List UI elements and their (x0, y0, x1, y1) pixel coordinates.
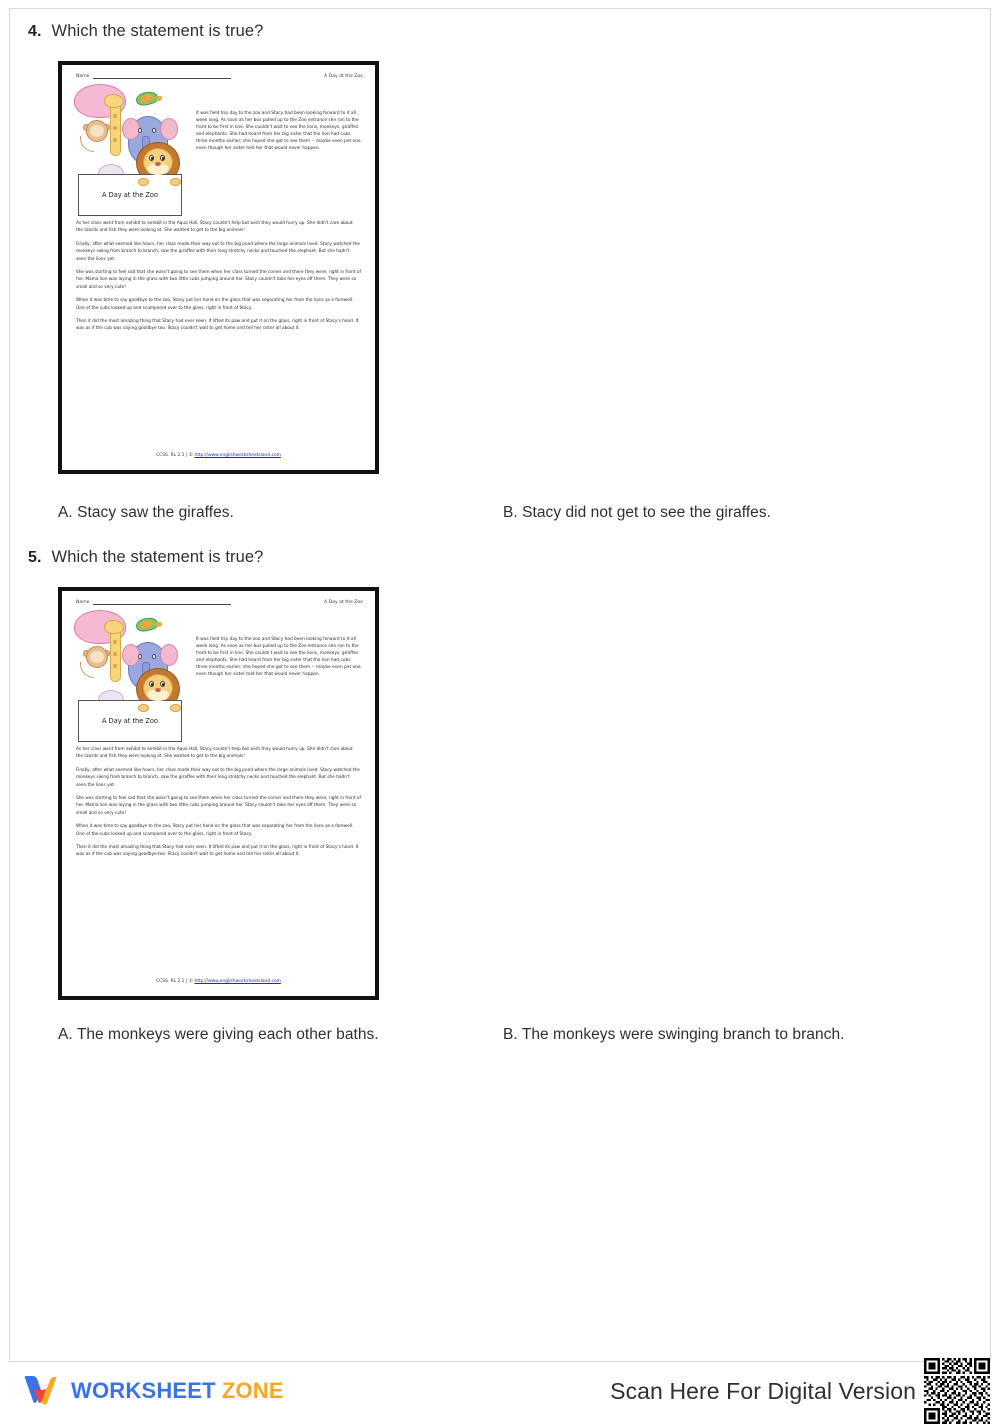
giraffe-head-icon (104, 620, 124, 634)
elephant-ear-icon (160, 118, 178, 140)
zoo-sign: A Day at the Zoo (78, 174, 182, 216)
worksheet-title: A Day at the Zoo (324, 74, 363, 79)
story-body (68, 742, 369, 865)
brand-logo[interactable] (22, 1374, 284, 1408)
lion-nose-icon (155, 688, 161, 692)
lion-paw-icon (170, 704, 181, 712)
scan-section (610, 1358, 990, 1424)
story-intro-paragraph: It was field trip day to the zoo and Stacy had been looking forward to it all week long. As soon as her bus pulled up to the Zoo entrance she ran to the front to be first in line. She couldn't wait to see the lions, monkeys, giraffes and elephants. She had heard from her big sister that the lion had cubs three months earlier; she hoped she got to see them -- maybe even pet one, even though her sister told her that would never happen. (196, 111, 362, 152)
monkey-face-icon (90, 125, 104, 137)
lion-paw-icon (138, 704, 149, 712)
answer-options-5 (58, 1026, 958, 1044)
story-paragraph: Finally, after what seemed like hours, her class made their way out to the big pond where the large animals lived. Stacy watched the monkeys swing from branch to branch, saw the giraffes with their long stretchy necks and touched the elephant. But she hadn't seen the lions yet. (76, 241, 360, 262)
zoo-illustration (74, 610, 192, 742)
page-footer-bar (0, 1368, 1000, 1414)
lion-paw-icon (138, 178, 149, 186)
monkey-face-icon (90, 651, 104, 663)
ccss-standard-label: CCSS. RL 2.1 | © (156, 979, 194, 984)
worksheet-title: A Day at the Zoo (324, 600, 363, 605)
brand-wordmark (71, 1378, 284, 1404)
giraffe-spot-icon (113, 664, 117, 668)
elephant-eye-icon (138, 654, 142, 659)
worksheet-thumbnail-5[interactable] (58, 587, 379, 1000)
worksheet-inner (68, 70, 369, 466)
worksheet-top-section (68, 79, 369, 216)
giraffe-spot-icon (113, 114, 117, 118)
story-body (68, 216, 369, 339)
name-label: Name (76, 74, 90, 79)
worksheet-footer (68, 453, 369, 466)
story-paragraph: As her class went from exhibit to exhibit in the Aqua Hall, Stacy couldn't help but wish they would hurry up. She didn't care about the lizards and fish they were looking at. She wanted to get to the big animals! (76, 747, 353, 760)
worksheet-header (68, 596, 369, 605)
story-paragraph: She was starting to feel sad that she wasn't going to see them when her class turned the corner and there they were, right in front of her. Mama lion was laying in the grass with two little cubs jumping around her. Stacy couldn't take her eyes off them. They were so small and so very cute! (76, 269, 361, 290)
question-prompt: Which the statement is true? (51, 22, 264, 40)
elephant-eye-icon (152, 654, 156, 659)
story-paragraph: Finally, after what seemed like hours, her class made their way out to the big pond where the large animals lived. Stacy watched the monkeys swing from branch to branch, saw the giraffes with their long stretchy necks and touched the elephant. But she hadn't seen the lions yet. (76, 767, 360, 788)
story-intro-paragraph: It was field trip day to the zoo and Stacy had been looking forward to it all week long. As soon as her bus pulled up to the Zoo entrance she ran to the front to be first in line. She couldn't wait to see the lions, monkeys, giraffes and elephants. She had heard from her big sister that the lion had cubs three months earlier; she hoped she got to see them -- maybe even pet one, even though her sister told her that would never happen. (196, 637, 362, 678)
worksheet-footer (68, 979, 369, 992)
brand-name-secondary: ZONE (221, 1378, 284, 1403)
worksheet-inner (68, 596, 369, 992)
question-block-4 (0, 22, 982, 474)
story-paragraph: When it was time to say goodbye to the zoo, Stacy put her hand on the glass that was separating her from the lions as a farewell. One of the cubs looked up and scampered over to the glass, right in front of Stacy. (76, 298, 354, 311)
source-link[interactable]: http://www.englishworksheetsland.com (194, 979, 281, 984)
story-paragraph: When it was time to say goodbye to the zoo, Stacy put her hand on the glass that was separating her from the lions as a farewell. One of the cubs looked up and scampered over to the glass, right in front of Stacy. (76, 824, 354, 837)
zoo-illustration (74, 84, 192, 216)
parrot-beak-icon (156, 96, 162, 101)
story-paragraph: Then it did the most amazing thing that Stacy had ever seen. It lifted its paw and put it on the glass, right in front of Stacy's hand. It was as if the cub was saying goodbye too. Stacy couldn't wait to get home and tell her sister all about it. (76, 318, 359, 332)
worksheet-header (68, 70, 369, 79)
question-number: 5. (28, 549, 42, 566)
answer-option-b[interactable]: B. The monkeys were swinging branch to branch. (503, 1026, 845, 1043)
story-paragraph: Then it did the most amazing thing that Stacy had ever seen. It lifted its paw and put it on the glass, right in front of Stacy's hand. It was as if the cub was saying goodbye too. Stacy couldn't wait to get home and tell her sister all about it. (76, 844, 359, 858)
worksheet-thumbnail-4[interactable] (58, 61, 379, 474)
parrot-beak-icon (156, 622, 162, 627)
answer-option-a[interactable]: A. The monkeys were giving each other baths. (58, 1026, 379, 1043)
answer-option-b[interactable]: B. Stacy did not get to see the giraffes. (503, 504, 772, 521)
qr-code[interactable] (924, 1358, 990, 1424)
question-prompt: Which the statement is true? (51, 548, 264, 566)
elephant-eye-icon (152, 128, 156, 133)
elephant-ear-icon (160, 644, 178, 666)
worksheet-top-section (68, 605, 369, 742)
scan-instruction-text: Scan Here For Digital Version (610, 1377, 916, 1404)
lion-paw-icon (170, 178, 181, 186)
question-heading (0, 548, 982, 567)
story-paragraph: As her class went from exhibit to exhibit in the Aqua Hall, Stacy couldn't help but wish they would hurry up. She didn't care about the lizards and fish they were looking at. She wanted to get to the big animals! (76, 221, 353, 234)
question-block-5 (0, 548, 982, 1000)
elephant-eye-icon (138, 128, 142, 133)
source-link[interactable]: http://www.englishworksheetsland.com (194, 453, 281, 458)
worksheet-zone-logo-icon (22, 1374, 60, 1408)
giraffe-spot-icon (113, 138, 117, 142)
question-heading (0, 22, 982, 41)
giraffe-head-icon (104, 94, 124, 108)
name-label: Name (76, 600, 90, 605)
question-number: 4. (28, 23, 42, 40)
giraffe-spot-icon (113, 126, 117, 130)
story-paragraph: She was starting to feel sad that she wasn't going to see them when her class turned the corner and there they were, right in front of her. Mama lion was laying in the grass with two little cubs jumping around her. Stacy couldn't take her eyes off them. They were so small and so very cute! (76, 795, 361, 816)
giraffe-spot-icon (113, 652, 117, 656)
ccss-standard-label: CCSS. RL 2.1 | © (156, 453, 194, 458)
lion-nose-icon (155, 162, 161, 166)
giraffe-spot-icon (113, 640, 117, 644)
answer-option-a[interactable]: A. Stacy saw the giraffes. (58, 504, 234, 521)
zoo-sign: A Day at the Zoo (78, 700, 182, 742)
brand-name-primary: WORKSHEET (71, 1378, 216, 1403)
answer-options-4 (58, 504, 958, 522)
